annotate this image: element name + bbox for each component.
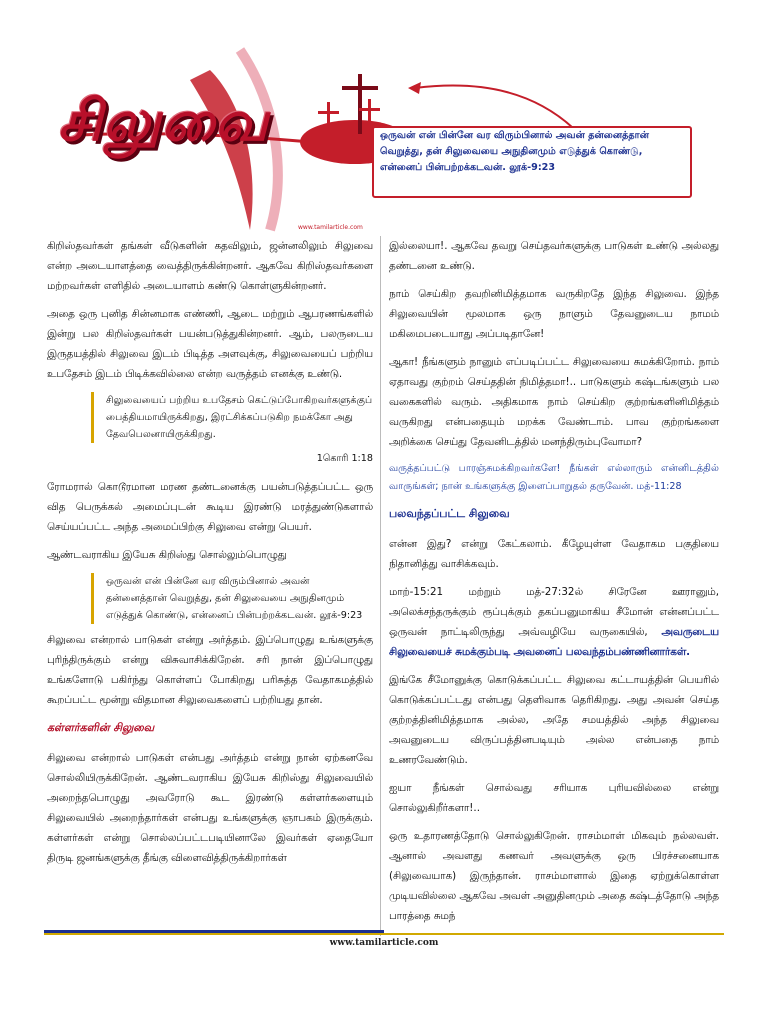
scripture-quote: ஒருவன் என் பின்னே வர விரும்பினால் அவன் தன்னைத்தான் வெறுத்து, தன் சிலுவையை அநுதினமும் எடுத்துக் கொண்டு, என்னைப் பின்பற்றக்கடவன். லூக்-9:23	[91, 573, 373, 624]
scripture-quote: வருத்தப்பட்டு பாரஞ்சுமக்கிறவர்களே! நீங்கள் எல்லாரும் என்னிடத்தில் வாருங்கள்; நான் உங்களுக்கு இளைப்பாறுதல் தருவேன். மத்-11:28	[389, 463, 719, 492]
footer-rule	[44, 933, 724, 935]
header-quote: ஒருவன் என் பின்னே வர விரும்பினால் அவன் தன்னைத்தான் வெறுத்து, தன் சிலுவையை அநுதினமும் எடுத்துக் கொண்டு, என்னைப் பின்பற்றக்கடவன். லூக்-9:23	[380, 130, 649, 173]
paragraph: ஆண்டவராகிய இயேசு கிறிஸ்து சொல்லும்பொழுது	[47, 549, 287, 561]
footer-site-link[interactable]: www.tamilarticle.com	[329, 938, 439, 948]
left-column	[47, 236, 373, 876]
paragraph-text: மாற்-15:21 மற்றும் மத்-27:32ல் சிரேனே ஊரானும், அலெக்சந்தருக்கும் ரூப்புக்கும் தகப்பனுமாகிய சீமோன் என்னப்பட்ட ஒருவன் நாட்டிலிருந்து அவ்வழியே வருகையில்,	[389, 586, 719, 638]
section-heading: கள்ளர்களின் சிலுவை	[47, 721, 155, 734]
paragraph: கிறிஸ்தவர்கள் தங்கள் வீடுகளின் கதவிலும், ஜன்னலிலும் சிலுவை என்ற அடையாளத்தை வைத்திருக்கின்றனர். ஆகவே கிறிஸ்தவர்களை மற்றவர்கள் எளிதில் அடையாளம் கண்டு கொள்ளுகின்றனர்.	[47, 240, 373, 292]
scripture-quote: சிலுவையைப் பற்றிய உபதேசம் கெட்டுப்போகிறவர்களுக்குப் பைத்தியமாயிருக்கிறது, இரட்சிக்கப்படுகிற நமக்கோ அது தேவபெலனாயிருக்கிறது.	[91, 392, 373, 443]
paragraph: என்ன இது? என்று கேட்கலாம். கீழேயுள்ள வேதாகம பகுதியை நிதானித்து வாசிக்கவும்.	[389, 538, 719, 570]
section-heading: பலவந்தப்பட்ட சிலுவை	[389, 507, 510, 520]
paragraph	[389, 582, 719, 662]
paragraph: நாம் செய்கிற தவறினிமித்தமாக வருகிறதே இந்த சிலுவை. இந்த சிலுவையின் மூலமாக ஒரு நாளும் தேவனுடைய நாமம் மகிமைபடையாது அப்படிதானே!	[389, 288, 719, 340]
paragraph: சிலுவை என்றால் பாடுகள் என்பது அர்த்தம் என்று நான் ஏற்கனவே சொல்லியிருக்கிறேன். ஆண்டவராகிய இயேசு கிறிஸ்து சிலுவையில் அறைந்தபொழுது அவரோடு கூட இரண்டு கள்ளர்களையும் சிலுவையில் அறைந்தார்கள் என்பது உங்களுக்கு ஞாபகம் இருக்கும். கள்ளர்கள் என்று சொல்லப்பட்டபடியினாலே இவர்கள் ஏதையோ திருடி ஜனங்களுக்கு தீங்கு விளைவித்திருக்கிறார்கள்	[47, 752, 373, 864]
paragraph: ரோமரால் கொடூரமான மரண தண்டனைக்கு பயன்படுத்தப்பட்ட ஒரு வித பெருக்கல் அமைப்புடன் கூடிய இரண்டு மரத்துண்டுகளால் செய்யப்பட்ட அந்த அமைப்பிற்கு சிலுவை என்று பெயர்.	[47, 481, 373, 533]
emphasized-text: அவருடைய சிலுவையைச் சுமக்கும்படி அவனைப் பலவந்தம்பண்ணினார்கள்.	[389, 626, 719, 658]
header-site-link[interactable]: www.tamilarticle.com	[298, 224, 363, 231]
page-title: சிலுவை	[58, 88, 270, 154]
paragraph: ஆகா! நீங்களும் நானும் எப்படிப்பட்ட சிலுவையை சுமக்கிறோம். நாம் ஏதாவது குற்றம் செய்ததின் நிமித்தமா!.. பாடுகளும் கஷ்டங்களும் பல வகைகளில் வரும். அதிகமாக நாம் செய்கிற குற்றங்களினிமித்தம் வருகிறது என்பதையும் மறக்க வேண்டாம். பாவ குற்றங்களை அறிக்கை செய்து தேவனிடத்தில் மனந்திரும்புவோமா?	[389, 356, 719, 448]
column-divider	[380, 236, 381, 936]
footer-rule-accent	[44, 930, 384, 933]
paragraph: ஐயா நீங்கள் சொல்வது சரியாக புரியவில்லை என்று சொல்லுகிறீர்களா!..	[389, 782, 719, 814]
paragraph: அதை ஒரு புனித சின்னமாக எண்ணி, ஆடை மற்றும் ஆபரணங்களில் இன்று பல கிறிஸ்தவர்கள் பயன்படுத்துகின்றனர். ஆம், பலருடைய இருதயத்தில் சிலுவை இடம் பிடித்த அளவுக்கு, சிலுவையைப் பற்றிய உபதேசம் இடம் பிடிக்கவில்லை என்ற வருத்தம் எனக்கு உண்டு.	[47, 308, 373, 380]
paragraph: சிலுவை என்றால் பாடுகள் என்று அர்த்தம். இப்பொழுது உங்களுக்கு புரிந்திருக்கும் என்று விசுவாசிக்கிறேன். சரி நான் இப்பொழுது உங்களோடு பகிர்ந்து கொள்ளப் போகிறது பரிசுத்த வேதாகமத்தில் கூறப்பட்ட மூன்று விதமான சிலுவைகளைப் பற்றியது தான்.	[47, 634, 373, 706]
scripture-reference: 1கொரி 1:18	[316, 453, 373, 464]
paragraph: இல்லையா!. ஆகவே தவறு செய்தவர்களுக்கு பாடுகள் உண்டு அல்லது தண்டனை உண்டு.	[389, 240, 719, 272]
right-column	[389, 236, 719, 934]
paragraph: இங்கே சீமோனுக்கு கொடுக்கப்பட்ட சிலுவை கட்டாயத்தின் பெயரில் கொடுக்கப்பட்டது என்பது தெளிவாக தெரிகிறது. அது அவன் செய்த குற்றத்தினிமித்தமாக அல்ல, அதே சமயத்தில் அந்த சிலுவை அவனுடைய விருப்பத்தினபடியும் அல்ல என்பதை நாம் உணரவேண்டும்.	[389, 674, 719, 766]
paragraph: ஒரு உதாரணத்தோடு சொல்லுகிறேன். ராசம்மாள் மிகவும் நல்லவள். ஆனால் அவளது கணவர் அவளுக்கு ஒரு பிரச்சனையாக (சிலுவையாக) இருந்தான். ராசம்மாளால் இதை ஏற்றுக்கொள்ள முடியவில்லை ஆகவே அவள் அனுதினமும் அதை கஷ்டத்தோடு அந்த பாரத்தை சுமந்	[389, 830, 719, 922]
